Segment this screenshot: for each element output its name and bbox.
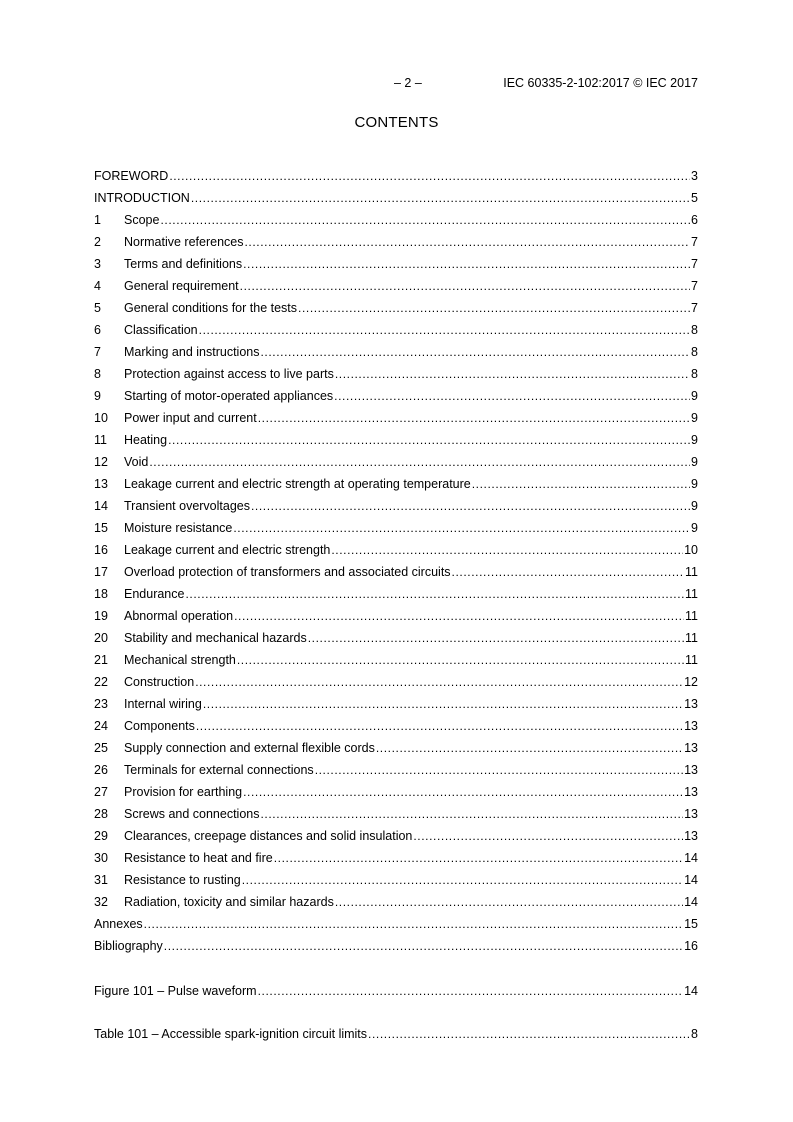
entry-page-number: 7 [691, 301, 698, 315]
entry-number: 29 [94, 829, 108, 843]
page-number: – 2 – [394, 76, 422, 90]
toc-clause-entry[interactable] [94, 847, 698, 869]
toc-clause-entry[interactable] [94, 539, 698, 561]
entry-page-number: 3 [691, 169, 698, 183]
entry-page-number: 8 [691, 345, 698, 359]
entry-page-number: 16 [684, 939, 698, 953]
toc-entry[interactable] [94, 187, 698, 209]
entry-page-number: 11 [685, 587, 698, 601]
entry-page-number: 7 [691, 235, 698, 249]
entry-title: Leakage current and electric strength at operating temperature [124, 477, 471, 491]
entry-title: Power input and current [124, 411, 257, 425]
entry-number: 12 [94, 455, 108, 469]
entry-number: 31 [94, 873, 108, 887]
entry-title: FOREWORD [94, 169, 169, 183]
entry-number: 27 [94, 785, 108, 799]
dot-leader [191, 187, 690, 209]
entry-number: 30 [94, 851, 108, 865]
entry-title: Radiation, toxicity and similar hazards [124, 895, 334, 909]
toc-clause-entry[interactable] [94, 429, 698, 451]
toc-clause-entry[interactable] [94, 671, 698, 693]
entry-title: Construction [124, 675, 195, 689]
toc-clause-entry[interactable] [94, 605, 698, 627]
entry-number: 5 [94, 301, 101, 315]
dot-leader [298, 297, 690, 319]
toc-clause-entry[interactable] [94, 649, 698, 671]
dot-leader [160, 209, 690, 231]
entry-page-number: 13 [684, 719, 698, 733]
figure-list [94, 980, 698, 1002]
entry-title: Annexes [94, 917, 143, 931]
entry-number: 7 [94, 345, 101, 359]
toc-entry[interactable] [94, 913, 698, 935]
entry-page-number: 13 [684, 807, 698, 821]
front-matter-list [94, 165, 698, 209]
toc-clause-entry[interactable] [94, 781, 698, 803]
entry-page-number: 14 [684, 873, 698, 887]
entry-page-number: 13 [684, 785, 698, 799]
entry-title: INTRODUCTION [94, 191, 190, 205]
entry-number: 14 [94, 499, 108, 513]
entry-number: 18 [94, 587, 108, 601]
toc-entry[interactable] [94, 935, 698, 957]
entry-page-number: 11 [685, 631, 698, 645]
entry-number: 25 [94, 741, 108, 755]
toc-clause-entry[interactable] [94, 209, 698, 231]
entry-title: Classification [124, 323, 198, 337]
toc-clause-entry[interactable] [94, 517, 698, 539]
entry-page-number: 14 [684, 984, 698, 998]
entry-number: 32 [94, 895, 108, 909]
entry-title: Scope [124, 213, 160, 227]
entry-page-number: 8 [691, 323, 698, 337]
entry-title: Normative references [124, 235, 244, 249]
entry-number: 10 [94, 411, 108, 425]
toc-clause-entry[interactable] [94, 319, 698, 341]
entry-title: Marking and instructions [124, 345, 260, 359]
entry-title: Overload protection of transformers and associated circuits [124, 565, 451, 579]
toc-clause-entry[interactable] [94, 341, 698, 363]
toc-clause-entry[interactable] [94, 473, 698, 495]
entry-page-number: 5 [691, 191, 698, 205]
entry-title: Table 101 – Accessible spark-ignition circuit limits [94, 1027, 368, 1041]
entry-page-number: 7 [691, 279, 698, 293]
entry-page-number: 8 [691, 1027, 698, 1041]
entry-number: 3 [94, 257, 101, 271]
dot-leader [234, 605, 684, 627]
entry-title: Abnormal operation [124, 609, 234, 623]
entry-title: Transient overvoltages [124, 499, 250, 513]
toc-figure-entry[interactable] [94, 980, 698, 1002]
entry-title: Terminals for external connections [124, 763, 314, 777]
entry-title: Void [124, 455, 149, 469]
entry-page-number: 10 [684, 543, 698, 557]
entry-number: 16 [94, 543, 108, 557]
entry-page-number: 9 [691, 499, 698, 513]
entry-number: 2 [94, 235, 101, 249]
dot-leader [258, 407, 690, 429]
dot-leader [260, 341, 690, 363]
entry-number: 4 [94, 279, 101, 293]
entry-number: 26 [94, 763, 108, 777]
back-matter-list [94, 913, 698, 957]
entry-title: General requirement [124, 279, 239, 293]
entry-title: Screws and connections [124, 807, 260, 821]
toc-clause-entry[interactable] [94, 231, 698, 253]
entry-number: 9 [94, 389, 101, 403]
toc-clause-entry[interactable] [94, 737, 698, 759]
entry-page-number: 13 [684, 763, 698, 777]
entry-page-number: 9 [691, 455, 698, 469]
entry-title: Components [124, 719, 195, 733]
toc-clause-entry[interactable] [94, 451, 698, 473]
dot-leader [274, 847, 683, 869]
toc-clause-entry[interactable] [94, 407, 698, 429]
dot-leader [243, 253, 690, 275]
entry-title: Resistance to rusting [124, 873, 241, 887]
dot-leader [195, 671, 683, 693]
toc-clause-entry[interactable] [94, 297, 698, 319]
entry-page-number: 6 [691, 213, 698, 227]
dot-leader [203, 693, 683, 715]
dot-leader [261, 803, 684, 825]
entry-page-number: 14 [684, 851, 698, 865]
entry-title: Resistance to heat and fire [124, 851, 273, 865]
toc-clause-entry[interactable] [94, 561, 698, 583]
entry-page-number: 14 [684, 895, 698, 909]
entry-title: Figure 101 – Pulse waveform [94, 984, 257, 998]
dot-leader [144, 913, 683, 935]
dot-leader [243, 781, 683, 803]
entry-page-number: 13 [684, 741, 698, 755]
toc-clause-entry[interactable] [94, 759, 698, 781]
toc-entry[interactable] [94, 165, 698, 187]
entry-page-number: 9 [691, 433, 698, 447]
entry-number: 23 [94, 697, 108, 711]
entry-title: Protection against access to live parts [124, 367, 334, 381]
entry-page-number: 9 [691, 411, 698, 425]
toc-clause-entry[interactable] [94, 803, 698, 825]
clause-list [94, 209, 698, 913]
entry-page-number: 9 [691, 389, 698, 403]
entry-number: 22 [94, 675, 108, 689]
toc-clause-entry[interactable] [94, 869, 698, 891]
entry-title: Starting of motor-operated appliances [124, 389, 334, 403]
entry-number: 21 [94, 653, 108, 667]
entry-number: 15 [94, 521, 108, 535]
toc-table-entry[interactable] [94, 1023, 698, 1045]
entry-title: Terms and definitions [124, 257, 243, 271]
toc-clause-entry[interactable] [94, 275, 698, 297]
entry-number: 8 [94, 367, 101, 381]
entry-number: 20 [94, 631, 108, 645]
entry-title: Internal wiring [124, 697, 202, 711]
entry-page-number: 12 [684, 675, 698, 689]
dot-leader [185, 583, 684, 605]
standard-reference: IEC 60335-2-102:2017 © IEC 2017 [503, 76, 698, 90]
entry-title: Clearances, creepage distances and solid insulation [124, 829, 413, 843]
entry-page-number: 9 [691, 521, 698, 535]
toc-clause-entry[interactable] [94, 583, 698, 605]
toc-clause-entry[interactable] [94, 891, 698, 913]
dot-leader [472, 473, 690, 495]
toc-clause-entry[interactable] [94, 693, 698, 715]
entry-page-number: 13 [684, 829, 698, 843]
dot-leader [335, 891, 683, 913]
entry-title: Provision for earthing [124, 785, 243, 799]
dot-leader [164, 935, 683, 957]
entry-number: 11 [94, 433, 107, 447]
dot-leader [149, 451, 690, 473]
dot-leader [251, 495, 690, 517]
toc-clause-entry[interactable] [94, 627, 698, 649]
toc-clause-entry[interactable] [94, 715, 698, 737]
dot-leader [334, 385, 690, 407]
dot-leader [242, 869, 683, 891]
entry-number: 28 [94, 807, 108, 821]
entry-number: 17 [94, 565, 108, 579]
table-list [94, 1023, 698, 1045]
entry-page-number: 11 [685, 609, 698, 623]
dot-leader [335, 363, 690, 385]
dot-leader [237, 649, 684, 671]
entry-number: 6 [94, 323, 101, 337]
dot-leader [315, 759, 683, 781]
entry-number: 24 [94, 719, 108, 733]
dot-leader [169, 165, 690, 187]
entry-title: General conditions for the tests [124, 301, 298, 315]
entry-number: 13 [94, 477, 108, 491]
page-header [94, 76, 698, 92]
dot-leader [245, 231, 691, 253]
dot-leader [368, 1023, 690, 1045]
table-of-contents [94, 165, 698, 1045]
toc-clause-entry[interactable] [94, 385, 698, 407]
dot-leader [308, 627, 684, 649]
dot-leader [240, 275, 690, 297]
entry-title: Supply connection and external flexible cords [124, 741, 375, 755]
entry-title: Stability and mechanical hazards [124, 631, 307, 645]
toc-clause-entry[interactable] [94, 495, 698, 517]
dot-leader [233, 517, 690, 539]
entry-page-number: 13 [684, 697, 698, 711]
dot-leader [199, 319, 690, 341]
entry-page-number: 15 [684, 917, 698, 931]
entry-number: 1 [94, 213, 101, 227]
dot-leader [452, 561, 684, 583]
toc-clause-entry[interactable] [94, 363, 698, 385]
page-title: CONTENTS [354, 114, 439, 131]
entry-page-number: 11 [685, 565, 698, 579]
entry-page-number: 8 [691, 367, 698, 381]
dot-leader [258, 980, 684, 1002]
entry-title: Moisture resistance [124, 521, 233, 535]
entry-title: Leakage current and electric strength [124, 543, 331, 557]
dot-leader [376, 737, 683, 759]
entry-title: Heating [124, 433, 168, 447]
entry-title: Endurance [124, 587, 185, 601]
entry-title: Bibliography [94, 939, 163, 953]
toc-clause-entry[interactable] [94, 253, 698, 275]
entry-page-number: 11 [685, 653, 698, 667]
entry-title: Mechanical strength [124, 653, 236, 667]
dot-leader [168, 429, 690, 451]
entry-page-number: 7 [691, 257, 698, 271]
toc-clause-entry[interactable] [94, 825, 698, 847]
dot-leader [331, 539, 683, 561]
dot-leader [413, 825, 683, 847]
entry-number: 19 [94, 609, 108, 623]
dot-leader [196, 715, 683, 737]
entry-page-number: 9 [691, 477, 698, 491]
